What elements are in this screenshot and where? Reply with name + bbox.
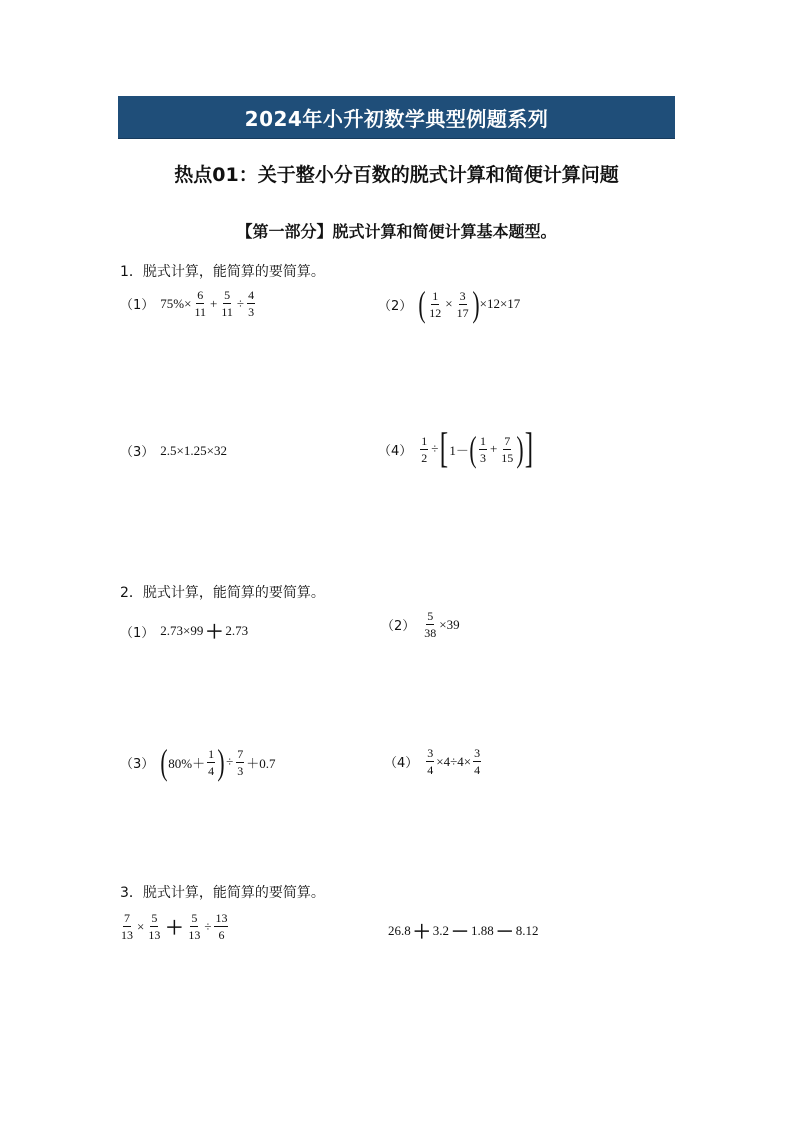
question-1-heading: 1．脱式计算，能简算的要简算。: [120, 264, 325, 280]
fraction: $\frac{3}{17}$: [456, 288, 469, 320]
hotspot-title: 热点01：关于整小分百数的脱式计算和简便计算问题: [174, 164, 619, 186]
fraction: $\frac{7}{13}$: [121, 911, 133, 942]
q3-item-2: 26.8 ＋ 3.2 － 1.88 － 8.12: [388, 922, 539, 942]
fraction: $\frac{1}{4}$: [208, 746, 215, 778]
series-banner: [118, 96, 675, 138]
item-label: （4）: [384, 756, 419, 771]
q1-item-4: （4） $\frac{1}{2}$ ÷ [ 1－ ( $\frac{1}{3}$ + $\frac{7}{15}$ ) ]: [378, 426, 534, 472]
fraction: $\frac{5}{11}$: [221, 288, 233, 319]
fraction: $\frac{1}{3}$: [479, 433, 486, 465]
q2-item-4: [384, 746, 483, 777]
fraction: $\frac{3}{4}$: [427, 746, 434, 777]
math-text: 3.2: [432, 923, 449, 938]
q1-item-1: （1） 75%× $\frac{6}{11}$ + $\frac{5}{11}$ ÷ $\frac{4}{3}$: [120, 288, 255, 319]
item-label: （4）: [378, 443, 413, 459]
math-text: 26.8: [388, 923, 411, 938]
fraction: $\frac{13}{6}$: [215, 911, 228, 942]
math-text: ×12×17: [479, 296, 521, 311]
fraction: $\frac{7}{3}$: [237, 746, 244, 778]
q1-item-2: （2） ( $\frac{1}{12}$ × $\frac{3}{17}$ ) ×12×17: [378, 284, 521, 324]
fraction: $\frac{4}{3}$: [248, 288, 255, 319]
math-text: 2.73: [225, 623, 249, 638]
math-text: 80%＋: [168, 755, 206, 771]
q1-item-3: [120, 441, 227, 460]
math-text: ×4÷4×: [436, 753, 472, 769]
math-text: 75%×: [160, 295, 192, 311]
item-label: （2）: [381, 619, 416, 634]
math-text: ×39: [439, 616, 460, 632]
fraction: $\frac{1}{2}$: [421, 433, 428, 465]
question-2-heading: 2．脱式计算，能简算的要简算。: [120, 585, 325, 601]
q2-item-3: （3） ( 80%＋ $\frac{1}{4}$ ) ÷ $\frac{7}{3}$ ＋0.7: [120, 742, 276, 782]
fraction: $\frac{5}{13}$: [148, 911, 161, 942]
item-label: （1）: [120, 298, 155, 313]
question-3-heading: 3．脱式计算，能简算的要简算。: [120, 885, 325, 901]
math-text: 1－: [449, 442, 469, 458]
q2-item-1: （1） 2.73×99 ＋ 2.73: [120, 622, 249, 642]
q3-item-1: $\frac{7}{13}$ × $\frac{5}{13}$ ＋ $\frac{5}{13}$ ÷ $\frac{13}{6}$: [121, 911, 228, 942]
item-label: （3）: [120, 445, 155, 460]
math-text: 8.12: [515, 923, 539, 938]
fraction: $\frac{6}{11}$: [194, 288, 207, 319]
fraction: $\frac{1}{12}$: [429, 288, 442, 320]
math-text: ＋0.7: [246, 755, 276, 771]
item-label: （2）: [378, 298, 413, 314]
item-label: （1）: [120, 625, 155, 641]
fraction: $\frac{3}{4}$: [474, 746, 481, 777]
item-label: （3）: [120, 756, 155, 772]
q2-item-2: [381, 609, 460, 640]
part-title: 【第一部分】脱式计算和简便计算基本题型。: [236, 222, 557, 241]
series-title: 2024年小升初数学典型例题系列: [244, 106, 549, 131]
fraction: $\frac{7}{15}$: [501, 433, 514, 465]
math-text: 2.5×1.25×32: [160, 442, 227, 458]
fraction: $\frac{5}{38}$: [424, 609, 437, 640]
fraction: $\frac{5}{13}$: [188, 911, 201, 942]
math-text: 1.88: [471, 923, 494, 938]
math-text: 2.73×99: [160, 623, 204, 638]
